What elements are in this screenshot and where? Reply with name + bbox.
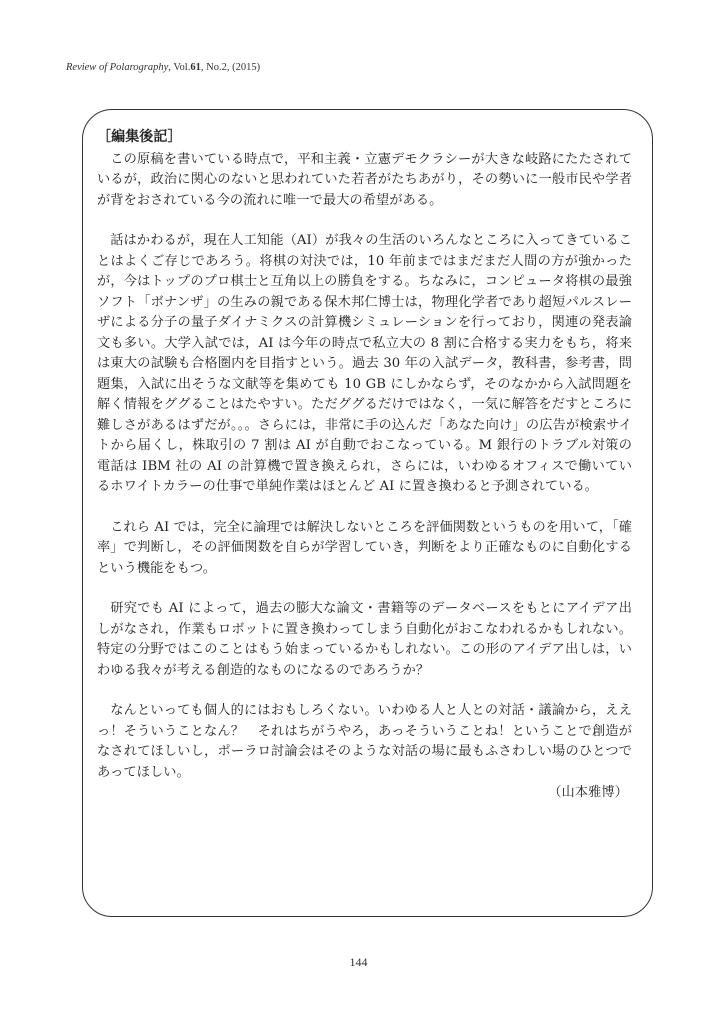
paragraph-4: 研究でも AI によって，過去の膨大な論文・書籍等のデータベースをもとにアイデア出しがなされ，作業もロボットに置き換わってしまう自動化がおこなわれるかもしれない。特定の分野ではこのことはもう始まっているかもしれない。この形のアイデア出しは，いわゆる我々が考える創造的なものになるのであろうか？ <box>97 601 632 678</box>
page-number: 144 <box>349 955 368 969</box>
journal-header <box>66 62 260 73</box>
paragraph-5: なんといっても個人的にはおもしろくない。いわゆる人と人との対話・議論から，ええっ！そういうことなん？ それはちがうやろ，あっそういうことね！ということで創造がなされてほしいし，ポーラロ討論会はそのような対話の場に最もふさわしい場のひとつであってほしい。 <box>97 703 632 780</box>
volume-number: 61 <box>190 62 201 73</box>
paragraph-2: 話はかわるが，現在人工知能（AI）が我々の生活のいろんなところに入ってきていることはよくご存じであろう。将棋の対決では，10 年前まではまだまだ人間の方が強かったが，今はトップのプロ棋士と互角以上の勝負をする。ちなみに，コンピュータ将棋の最強ソフト「ボナンザ」の生みの親である保木邦仁博士は，物理化学者であり超短パルスレーザによる分子の量子ダイナミクスの計算機シミュレーションを行っており，関連の発表論文も多い。大学入試では，AI は今年の時点で私立大の 8 割に合格する実力をもち，将来は東大の試験も合格圏内を目指すという。過去 30 年の入試データ，教科書，参考書，問題集，入試に出そうな文献等を集めても 10 GB にしかならず，そのなかから入試問題を解く情報をググることはたやすい。ただググるだけではなく，一気に解答をだすところに難しさがあるはずだが。。。さらには，非常に手の込んだ「あなた向け」の広告が検索サイトから届くし，株取引の 7 割は AI が自動でおこなっている。M 銀行のトラブル対策の電話は IBM 社の AI の計算機で置き換えられ，さらには，いわゆるオフィスで働いているホワイトカラーの仕事で単純作業はほとんど AI に置き換わると予測されている。 <box>97 233 632 494</box>
editorial-content <box>97 127 632 804</box>
issue-info: , No.2, (2015) <box>200 62 261 73</box>
editorial-title: ［編集後記］ <box>97 129 182 145</box>
journal-name: Review of Polarography <box>66 62 169 73</box>
paragraph-3: これら AI では，完全に論理では解決しないところを評価関数というものを用いて，「確率」で判断し，その評価関数を自らが学習していき，判断をより正確なものに自動化するという機能をもつ。 <box>97 519 632 576</box>
author-signature: （山本雅博） <box>548 785 628 800</box>
volume-prefix: , Vol. <box>168 62 191 73</box>
paragraph-1: この原稿を書いている時点で，平和主義・立憲デモクラシーが大きな岐路にたたされているが，政治に関心のないと思われていた若者がたちあがり，その勢いに一般市民や学者が背をおされている今の流れに唯一で最大の希望がある。 <box>97 151 632 208</box>
